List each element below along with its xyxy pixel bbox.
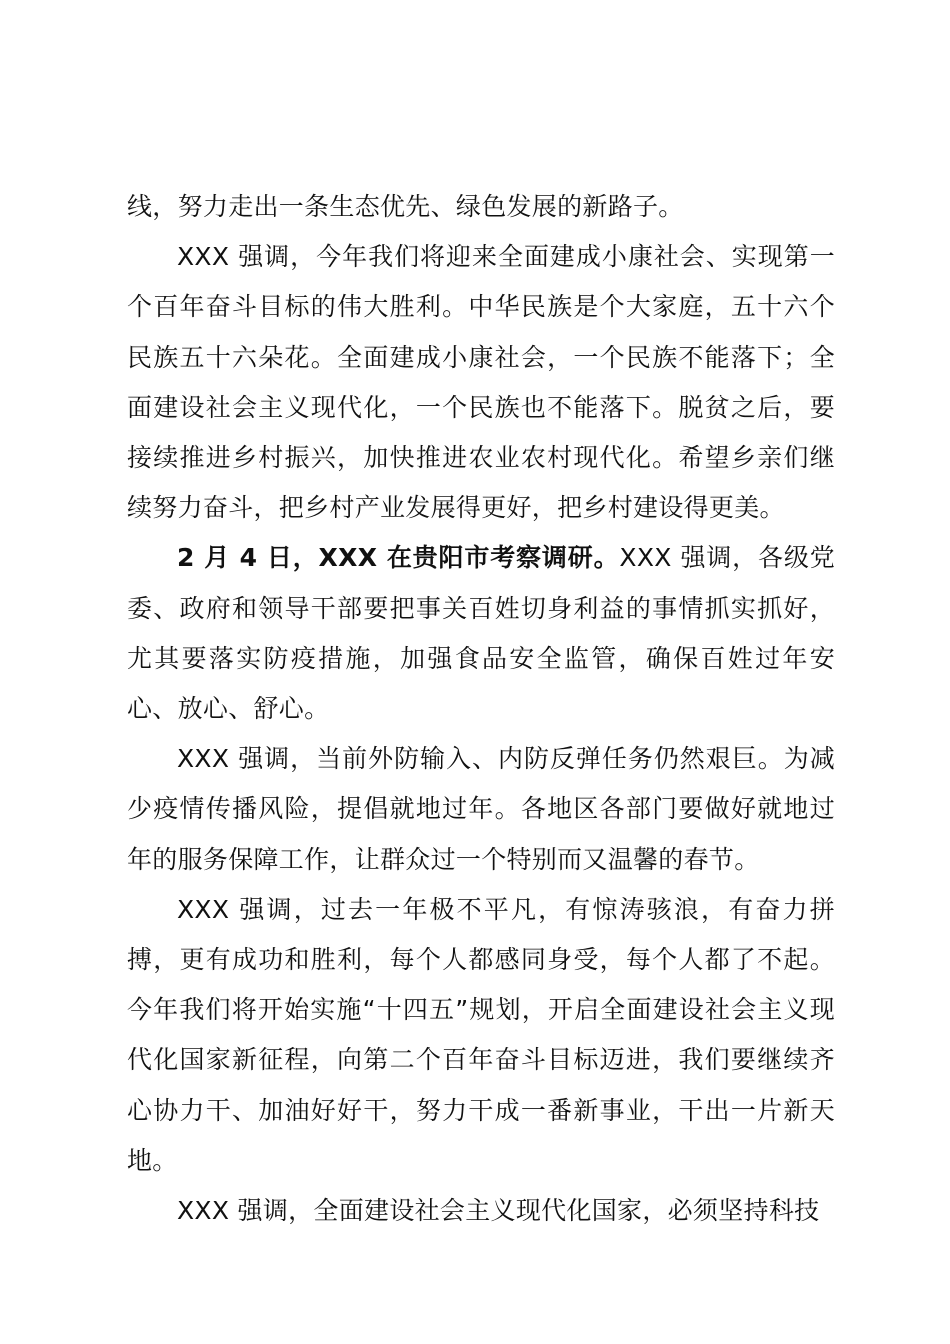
paragraph-2 [127, 232, 835, 533]
paragraph-1-text: 线，努力走出一条生态优先、绿色发展的新路子。 [127, 192, 684, 221]
paragraph-2-text: XXX 强调，今年我们将迎来全面建成小康社会、实现第一个百年奋斗目标的伟大胜利。中华民族是个大家庭，五十六个民族五十六朵花。全面建成小康社会，一个民族不能落下；全面建设社会主义现代化，一个民族也不能落下。脱贫之后，要接续推进乡村振兴，加快推进农业农村现代化。希望乡亲们继续努力奋斗，把乡村产业发展得更好，把乡村建设得更美。 [127, 242, 835, 523]
paragraph-6 [127, 1186, 835, 1236]
paragraph-5-text: XXX 强调，过去一年极不平凡，有惊涛骇浪，有奋力拼搏，更有成功和胜利，每个人都感同身受，每个人都了不起。今年我们将开始实施“十四五”规划，开启全面建设社会主义现代化国家新征程，向第二个百年奋斗目标迈进，我们要继续齐心协力干、加油好好干，努力干成一番新事业，干出一片新天地。 [127, 894, 835, 1175]
paragraph-6-text: XXX 强调，全面建设社会主义现代化国家，必须坚持科技 [177, 1196, 820, 1226]
paragraph-4 [127, 734, 835, 885]
paragraph-1 [127, 182, 835, 232]
paragraph-3 [127, 533, 835, 734]
paragraph-5 [127, 885, 835, 1186]
paragraph-3-lead: 2 月 4 日，XXX 在贵阳市考察调研。 [177, 543, 620, 573]
document-body [127, 182, 835, 1236]
paragraph-4-text: XXX 强调，当前外防输入、内防反弹任务仍然艰巨。为减少疫情传播风险，提倡就地过年。各地区各部门要做好就地过年的服务保障工作，让群众过一个特别而又温馨的春节。 [127, 744, 835, 874]
paragraph-3-text: XXX 强调，各级党委、政府和领导干部要把事关百姓切身利益的事情抓实抓好，尤其要落实防疫措施，加强食品安全监管，确保百姓过年安心、放心、舒心。 [127, 543, 836, 724]
